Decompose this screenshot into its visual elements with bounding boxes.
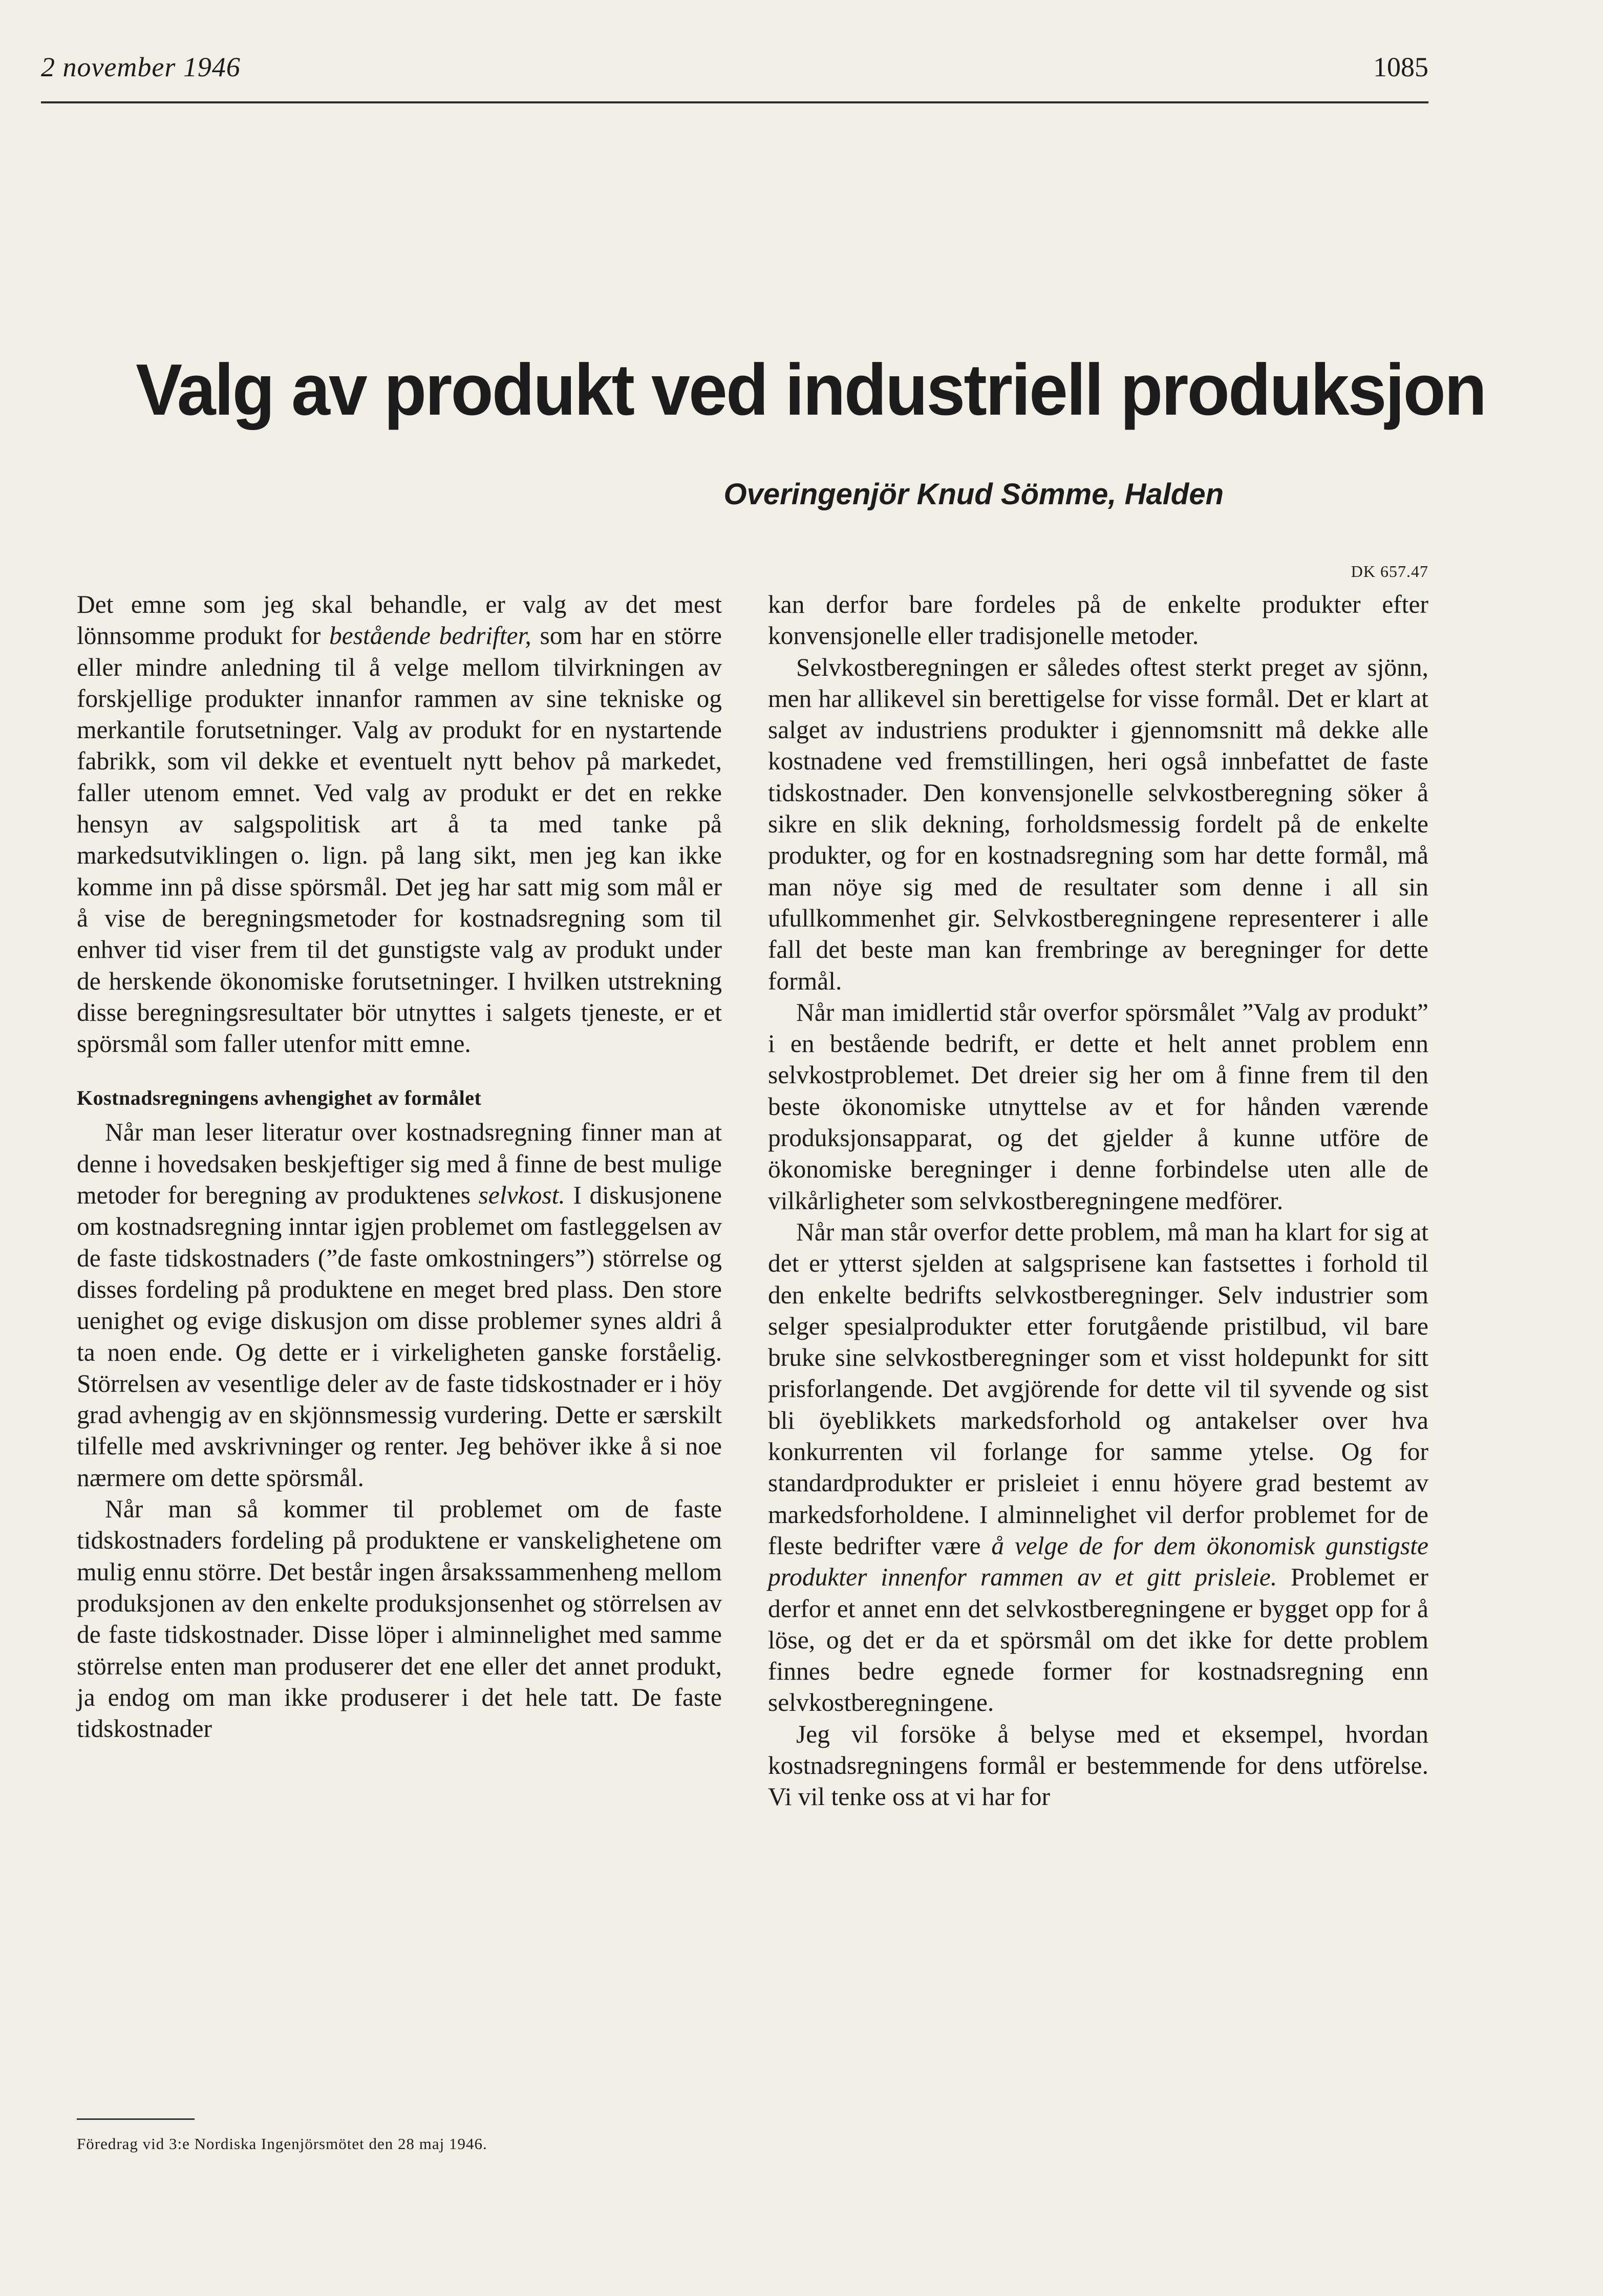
footnote: Föredrag vid 3:e Nordiska Ingenjörsmötet den 28 maj 1946. bbox=[77, 2135, 487, 2153]
text-run: som har en större eller mindre anledning til å velge mellom tilvirkningen av forskjellige produkter innanfor rammen av sine tekniske og merkantile forutsetninger. Valg av produkt for en nystartende fabrikk, som vil dekke et eventuelt nytt behov på markedet, faller utenom emnet. Ved valg av produkt er det en rekke hensyn av salgspolitisk art å ta med tanke på markedsutviklingen o. lign. på lang sikt, men jeg kan ikke komme inn på disse spörsmål. Det jeg har satt mig som mål er å vise de beregningsmetoder for kostnadsregning som til enhver tid viser frem til det gunstigste valg av produkt under de herskende ökonomiske forutsetninger. I hvilken utstrekning disse beregningsresultater bör utnyttes i salgets tjeneste, er et spörsmål som faller utenfor mitt emne. bbox=[77, 621, 722, 1058]
right-column bbox=[768, 589, 1428, 1813]
emphasis-text: å velge de for dem ökonomisk gunstigste produkter innenfor rammen av et gitt prisleie. bbox=[768, 1531, 1429, 1592]
section-subheading: Kostnadsregningens avhengighet av formålet bbox=[77, 1086, 482, 1110]
header-rule bbox=[41, 101, 1428, 103]
text-run: I diskusjonene om kostnadsregning inntar igjen problemet om fastleggelsen av de faste tidskostnaders (”de faste omkostningers”) störrelse og disses fordeling på produktene en meget bred plass. Den store uenighet og evige diskusjon om disse problemer synes aldri å ta noen ende. Og dette er i virkeligheten ganske forståelig. Störrelsen av vesentlige deler av de faste tidskostnader er i höy grad avhengig av en skjönnsmessig vurdering. Dette er særskilt tilfelle med avskrivninger og renter. Jeg behöver ikke å si noe nærmere om dette spörsmål. bbox=[77, 1181, 722, 1492]
text-run: Når man står overfor dette problem, må man ha klart for sig at det er ytterst sjelden at salgsprisene kan fastsettes i forhold til den enkelte bedrifts selvkostberegninger. Selv industrier som selger spesialprodukter etter forutgående pristilbud, vil bare bruke sine selvkostberegninger som et visst holdepunkt for sitt prisforlangende. Det avgjörende for dette vil til syvende og sist bli öyeblikkets markedsforhold og antakelser over hva konkurrenten vil forlange for samme ytelse. Og for standardprodukter er prisleiet i ennu höyere grad bestemt av markedsforholdene. I alminnelighet vil derfor problemet for de fleste bedrifter være bbox=[768, 1217, 1428, 1560]
article-author: Overingenjör Knud Sömme, Halden bbox=[723, 478, 1224, 511]
text-run: Når man leser literatur over kostnadsregning finner man at denne i hovedsaken beskjeftiger sig med å finne de best mulige metoder for beregning av produktenes bbox=[77, 1118, 722, 1210]
paragraph bbox=[768, 1216, 1428, 1719]
left-column bbox=[77, 589, 722, 1744]
footnote-rule bbox=[77, 2118, 195, 2120]
paragraph: kan derfor bare fordeles på de enkelte produkter efter konvensjonelle eller tradisjonelle metoder. bbox=[768, 590, 1428, 650]
emphasis-text: bestående bedrifter, bbox=[329, 621, 531, 650]
emphasis-text: selvkost. bbox=[478, 1181, 565, 1210]
paragraph bbox=[77, 1117, 722, 1493]
paragraph: Jeg vil forsöke å belyse med et eksempel, hvordan kostnadsregningens formål er bestemmende for dens utförelse. Vi vil tenke oss at vi har for bbox=[768, 1720, 1428, 1811]
paragraph: Selvkostberegningen er således oftest sterkt preget av sjönn, men har allikevel sin berettigelse for visse formål. Det er klart at salget av industriens produkter i gjennomsnitt må dekke alle kostnadene ved fremstillingen, heri også innbefattet de faste tidskostnader. Den konvensjonelle selvkostberegning söker å sikre en slik dekning, forholdsmessig fordelt på de enkelte produkter, og for en kostnadsregning som har dette formål, må man nöye sig med de resultater som denne i all sin ufullkommenhet gir. Selvkostberegningene representerer i alle fall det beste man kan frembringe av beregninger for dette formål. bbox=[768, 653, 1428, 995]
text-run: Problemet er derfor et annet enn det selvkostberegningene er bygget opp for å löse, og det er da et spörsmål om det ikke for dette problem finnes bedre egnede former for kostnadsregning enn selvkostberegningene. bbox=[768, 1563, 1429, 1717]
text-run: Det emne som jeg skal behandle, er valg av det mest lönnsomme produkt for bbox=[77, 590, 722, 650]
paragraph bbox=[77, 589, 722, 1059]
page-number: 1085 bbox=[1373, 52, 1428, 82]
classification-code: DK 657.47 bbox=[1351, 562, 1428, 581]
article-title: Valg av produkt ved industriell produksjon bbox=[136, 349, 1486, 431]
paragraph: Når man imidlertid står overfor spörsmålet ”Valg av produkt” i en bestående bedrift, er dette et helt annet problem enn selvkostproblemet. Det dreier sig her om å finne frem til den beste ökonomiske utnyttelse av et for hånden værende produksjonsapparat, og det gjelder å kunne utföre de ökonomiske beregninger i denne forbindelse uten alle de vilkårligheter som selvkostberegningene medförer. bbox=[768, 998, 1428, 1215]
paragraph: Når man så kommer til problemet om de faste tidskostnaders fordeling på produktene er vanskelighetene om mulig ennu större. Det består ingen årsakssammenheng mellom produksjonen av den enkelte produksjonsenhet og störrelsen av de faste tidskostnader. Disse löper i alminnelighet med samme störrelse enten man produserer det ene eller det annet produkt, ja endog om man ikke produserer i det hele tatt. De faste tidskostnader bbox=[77, 1495, 722, 1743]
issue-date: 2 november 1946 bbox=[41, 52, 241, 82]
